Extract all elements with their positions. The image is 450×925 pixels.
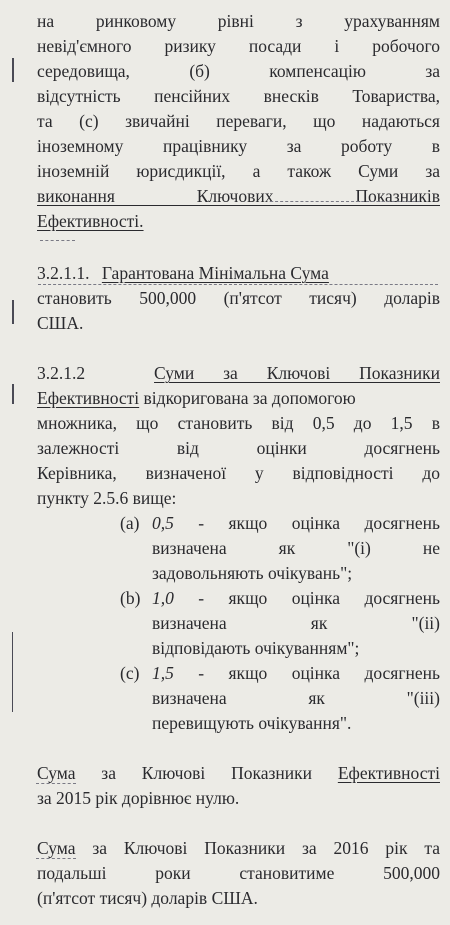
text-line: на ринковому рівні з урахуванням (37, 11, 440, 31)
underlined-term: Ефективності (337, 763, 440, 783)
list-item-line: визначена як "(iii) (152, 688, 440, 708)
text-line: пункту 2.5.6 вище: (37, 488, 177, 508)
dashed-annotation (36, 783, 76, 784)
list-item-line: задовольняють очікувань"; (152, 563, 353, 583)
text-line: виконання Ключових Показників (37, 186, 440, 206)
dashed-annotation (270, 201, 420, 202)
underlined-term: Ефективності (37, 388, 140, 408)
text-line: та (с) звичайні переваги, що надаються (37, 111, 440, 131)
text-line: за 2015 рік дорівнює нулю. (37, 788, 240, 808)
text-line (37, 387, 440, 410)
section-number: 3.2.1.2 (37, 363, 86, 383)
text-line: множника, що становить від 0,5 до 1,5 в (37, 413, 440, 433)
text-line: (п'ятсот тисяч) доларів США. (37, 888, 258, 908)
text-span: відкоригована за допомогою (143, 388, 356, 408)
multiplier-value: 1,0 (152, 588, 174, 608)
dashed-annotation (38, 284, 438, 285)
multiplier-value: 1,5 (152, 663, 174, 683)
list-item-line: відповідають очікуванням"; (152, 638, 360, 658)
list-item-line (152, 587, 440, 610)
text-line: невід'ємного ризику посади і робочого (37, 36, 440, 56)
text-span: - якщо оцінка досягнень (198, 663, 441, 683)
list-item-line: визначена як "(ii) (152, 613, 440, 633)
margin-mark (12, 58, 14, 82)
text-line: становить 500,000 (п'ятсот тисяч) доларів (37, 288, 440, 308)
text-span: - якщо оцінка досягнень (198, 513, 441, 533)
list-item-label: (b) (120, 588, 141, 608)
list-item-label: (c) (120, 663, 140, 683)
text-line: середовища, (б) компенсацію за (37, 61, 440, 81)
text-line: подальші роки становитиме 500,000 (37, 863, 440, 883)
text-span: Сума за Ключові Показники (37, 763, 312, 783)
dashed-annotation (40, 240, 75, 241)
dashed-annotation (36, 858, 76, 859)
text-line: залежності від оцінки досягнень (37, 438, 440, 458)
text-line: іноземній юрисдикції, а також Суми за (37, 161, 440, 181)
margin-mark (12, 300, 14, 324)
margin-mark (12, 632, 13, 712)
list-item-line: визначена як "(i) не (152, 538, 440, 558)
text-line: Ефективності. (37, 211, 144, 231)
text-line: відсутність пенсійних внесків Товариства, (37, 86, 440, 106)
section-heading: Гарантована Мінімальна Сума (101, 263, 329, 283)
text-line: іноземному працівнику за роботу в (37, 136, 440, 156)
section-heading-line (37, 362, 440, 385)
section-heading: Суми за Ключові Показники (154, 363, 440, 383)
list-item-label: (a) (120, 513, 140, 533)
text-span: - якщо оцінка досягнень (198, 588, 441, 608)
list-item-line (152, 512, 440, 535)
text-line: Керівника, визначеної у відповідності до (37, 463, 440, 483)
text-line: Сума за Ключові Показники за 2016 рік та (37, 838, 440, 858)
text-line: США. (37, 313, 84, 333)
multiplier-value: 0,5 (152, 513, 174, 533)
section-number: 3.2.1.1. (37, 263, 90, 283)
margin-mark (12, 384, 14, 404)
text-line (37, 762, 440, 785)
section-heading-line (37, 262, 440, 285)
list-item-line: перевищують очікування". (152, 713, 352, 733)
list-item-line (152, 662, 440, 685)
